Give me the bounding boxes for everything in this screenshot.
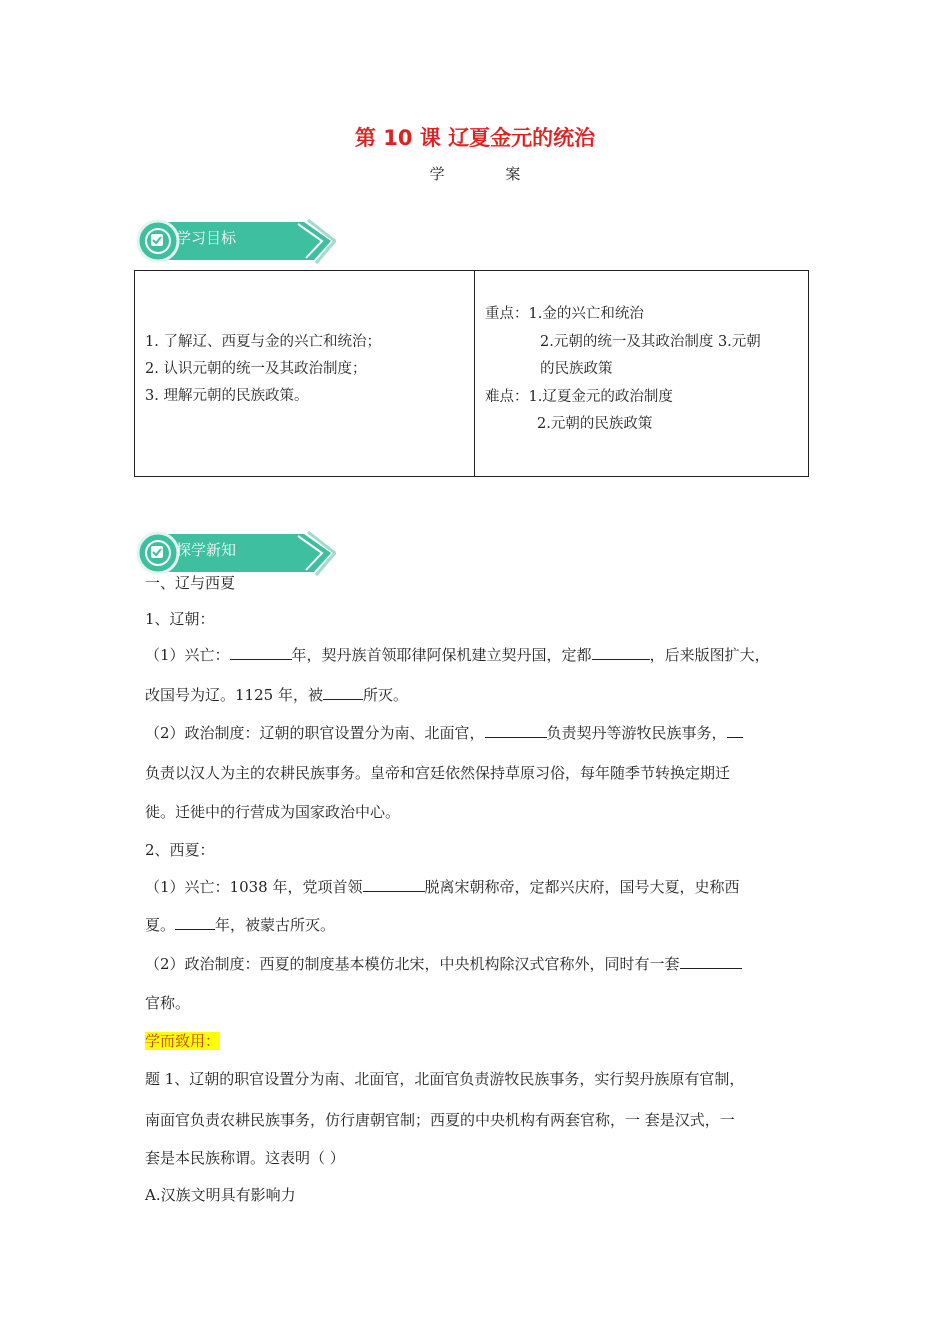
fill-blank[interactable] <box>592 645 650 660</box>
liao-rise-line1: （1）兴亡： 年，契丹族首领耶律阿保机建立契丹国，定都 ，后来版图扩大， <box>145 646 770 664</box>
goal-item: 3. 理解元朝的民族政策。 <box>145 388 309 404</box>
explore-banner-label: 探学新知 <box>176 541 237 559</box>
question-line: 题 1、辽朝的职官设置分为南、北面官，北面官负责游牧民族事务，实行契丹族原有官制， <box>145 1070 745 1088</box>
question-line: 南面官负责农耕民族事务，仿行唐朝官制；西夏的中央机构有两套官称，一 套是汉式，一 <box>145 1111 735 1129</box>
key-point-line: 2.元朝的统一及其政治制度 3.元朝 <box>540 333 761 350</box>
fill-blank[interactable] <box>363 877 425 892</box>
question-line: 套是本民族称谓。这表明（ ） <box>145 1149 345 1167</box>
xixia-heading: 2、西夏： <box>145 841 215 859</box>
fill-blank[interactable] <box>680 954 742 969</box>
explore-banner <box>136 530 336 576</box>
key-point-line: 的民族政策 <box>540 361 613 377</box>
key-point-line: 重点：1.金的兴亡和统治 <box>485 306 644 322</box>
fill-blank[interactable] <box>485 723 547 738</box>
xixia-politics-line2: 官称。 <box>145 994 191 1012</box>
apply-label: 学而致用： <box>145 1032 221 1050</box>
page-subtitle: 学 案 <box>429 165 549 183</box>
liao-rise-line2: 改国号为辽。1125 年，被 所灭。 <box>145 686 408 704</box>
goal-item: 2. 认识元朝的统一及其政治制度； <box>145 361 367 377</box>
xixia-politics-line1: （2）政治制度：西夏的制度基本模仿北宋，中央机构除汉式官称外，同时有一套 <box>145 953 742 974</box>
difficulty-line: 2.元朝的民族政策 <box>537 416 653 432</box>
answer-option-a[interactable]: A.汉族文明具有影响力 <box>145 1186 296 1204</box>
liao-politics-line1: （2）政治制度：辽朝的职官设置分为南、北面官， 负责契丹等游牧民族事务， <box>145 722 743 743</box>
difficulty-line: 难点：1.辽夏金元的政治制度 <box>485 388 673 405</box>
key-points <box>475 271 808 476</box>
liao-heading: 1、辽朝： <box>145 610 215 628</box>
xixia-rise-line1: （1）兴亡：1038 年，党项首领 脱离宋朝称帝，定都兴庆府，国号大夏，史称西 <box>145 878 740 896</box>
checkbox-icon <box>151 234 163 246</box>
section-heading: 一、辽与西夏 <box>145 574 236 592</box>
goals-list <box>135 271 475 476</box>
page-title: 第 10 课 辽夏金元的统治 <box>354 126 596 150</box>
checkbox-icon <box>151 546 163 558</box>
goals-table <box>134 270 809 477</box>
fill-blank[interactable] <box>727 723 743 738</box>
fill-blank[interactable] <box>230 645 292 660</box>
goal-item: 1. 了解辽、西夏与金的兴亡和统治； <box>145 334 381 350</box>
liao-politics-line3: 徙。迁徙中的行营成为国家政治中心。 <box>145 803 401 821</box>
xixia-rise-line2: 夏。 年，被蒙古所灭。 <box>145 916 336 934</box>
goals-banner-label: 学习目标 <box>176 229 237 247</box>
fill-blank[interactable] <box>323 685 363 700</box>
fill-blank[interactable] <box>175 915 215 930</box>
goals-banner <box>136 218 336 264</box>
liao-politics-line2: 负责以汉人为主的农耕民族事务。皇帝和宫廷依然保持草原习俗，每年随季节转换定期迁 <box>145 764 731 782</box>
